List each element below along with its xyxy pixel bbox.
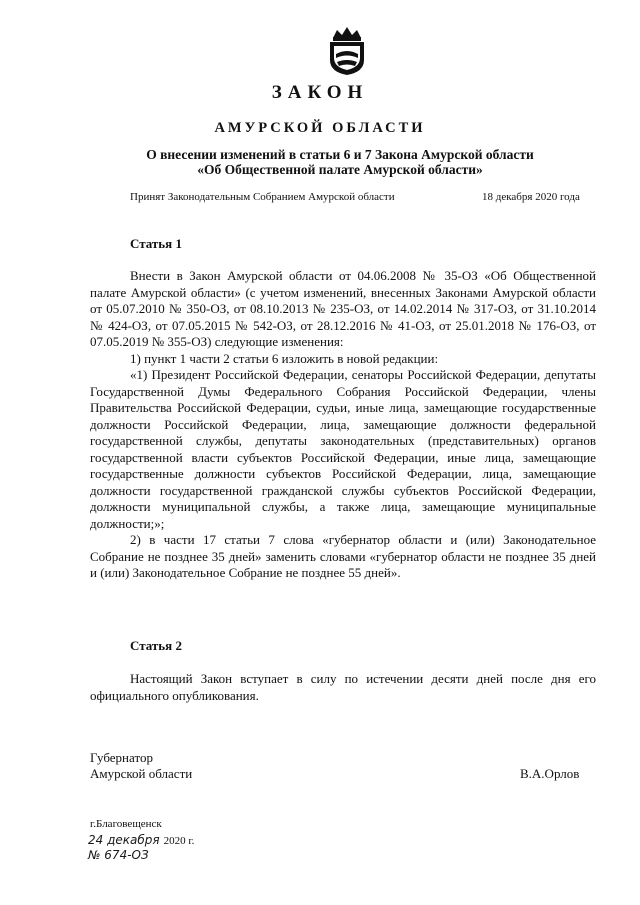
signer-position-line-1: Губернатор	[90, 750, 153, 765]
signing-year: 2020 г.	[163, 835, 195, 847]
article-1-paragraph: 2) в части 17 статьи 7 слова «губернатор области и (или) Законодательное Собрание не позднее 35 дней» заменить словами «губернатор области не позднее 35 дней и (или) Законодательное Собрание не позднее 55 дней».	[90, 532, 596, 580]
signer-position-line-2: Амурской области	[90, 766, 193, 781]
subject-line-1: О внесении изменений в статьи 6 и 7 Закона Амурской области	[146, 147, 534, 162]
adopted-by: Принят Законодательным Собранием Амурской области	[130, 191, 395, 203]
article-1-paragraph: 1) пункт 1 части 2 статьи 6 изложить в новой редакции:	[130, 350, 439, 366]
adopted-date: 18 декабря 2020 года	[482, 191, 580, 203]
law-subject	[60, 147, 620, 177]
coat-of-arms-emblem	[325, 24, 369, 76]
article-2-body	[90, 671, 596, 704]
region-title: АМУРСКОЙ ОБЛАСТИ	[214, 120, 426, 136]
handwritten-date: 24 декабря	[88, 833, 160, 847]
article-1-body	[90, 268, 596, 582]
subject-line-2: «Об Общественной палате Амурской области»	[197, 162, 483, 177]
signer-position	[90, 750, 192, 782]
law-number: № 674-ОЗ	[88, 848, 149, 862]
article-1-paragraph: «1) Президент Российской Федерации, сенаторы Российской Федерации, депутаты Государственной Думы Федерального Собрания Российской Федерации, члены Правительства Российской Федерации, судьи, иные лица, замещающие государственные должности Российской Федерации, лица, замещающие должности федеральной государственной службы, депутаты законодательных (представительных) органов государственной власти субъектов Российской Федерации, иные лица, замещающие государственные должности субъектов Российской Федерации, лица, замещающие должности государственной гражданской службы субъектов Российской Федерации, должности муниципальной службы, а также лица, замещающие муниципальные должности;»;	[90, 367, 596, 531]
signer-name: В.А.Орлов	[520, 766, 580, 781]
document-title: ЗАКОН	[271, 82, 369, 103]
article-2-paragraph: Настоящий Закон вступает в силу по истечении десяти дней после дня его официального опубликования.	[90, 671, 596, 703]
signing-place: г.Благовещенск	[90, 818, 162, 830]
article-1-heading: Статья 1	[130, 236, 182, 251]
article-2-heading: Статья 2	[130, 638, 182, 653]
article-1-paragraph: Внести в Закон Амурской области от 04.06.2008 № 35-ОЗ «Об Общественной палате Амурской области» (с учетом изменений, внесенных Законами Амурской области от 05.07.2010 № 350-ОЗ, от 08.10.2013 № 235-ОЗ, от 14.02.2014 № 317-ОЗ, от 31.10.2014 № 424-ОЗ, от 07.05.2015 № 542-ОЗ, от 28.12.2016 № 41-ОЗ, от 25.01.2018 № 176-ОЗ, от 07.05.2019 № 355-ОЗ) следующие изменения:	[90, 268, 596, 349]
signing-date	[88, 831, 194, 849]
